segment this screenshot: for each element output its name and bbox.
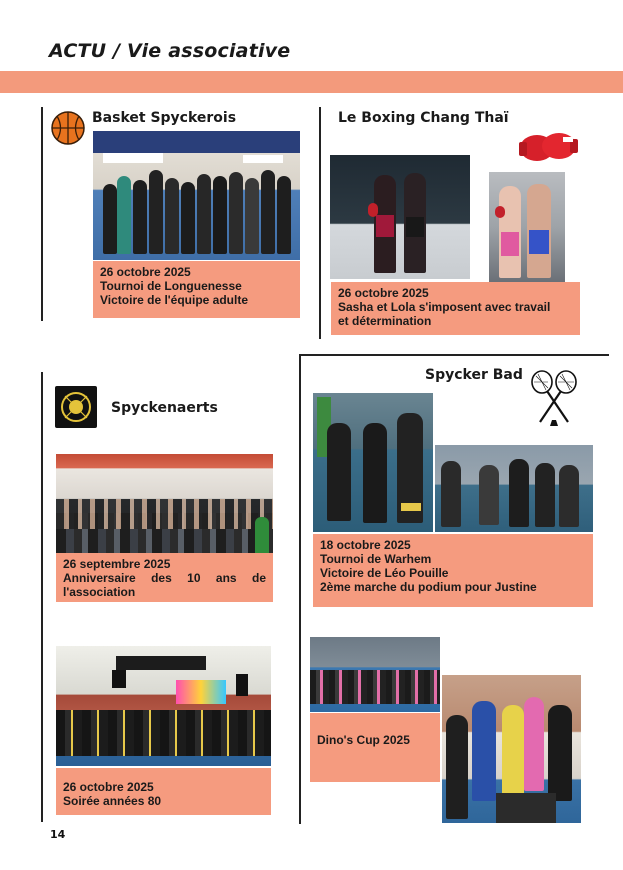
spyckenaerts-title: Spyckenaerts [111, 400, 218, 416]
basket-team-photo [93, 131, 300, 260]
boxing-photo-2 [489, 172, 565, 282]
basket-caption-date: 26 octobre 2025 [100, 265, 191, 279]
spyckenaerts-logo [55, 386, 97, 428]
anniversary-caption-date: 26 septembre 2025 [63, 557, 171, 571]
anniversary-caption-text-1: Anniversaire des 10 ans de [63, 571, 266, 585]
title-band [0, 71, 623, 93]
boxing-photo-1 [330, 155, 470, 279]
boxing-gloves-icon [517, 128, 579, 168]
warhem-caption-date: 18 octobre 2025 [320, 538, 411, 552]
dinos-cup-caption-title: Dino's Cup 2025 [317, 733, 410, 747]
warhem-caption-podium: 2ème marche du podium pour Justine [320, 580, 537, 594]
anniversary-caption-text-2: l'association [63, 585, 136, 599]
dinos-cup-group-photo [310, 637, 440, 712]
warhem-caption [313, 534, 593, 607]
boxing-caption [331, 282, 580, 335]
soiree-caption [56, 768, 271, 815]
soiree-caption-text: Soirée années 80 [63, 794, 162, 808]
basket-caption-event: Tournoi de Longuenesse [100, 279, 242, 293]
boxing-caption-date: 26 octobre 2025 [338, 286, 429, 300]
bad-title: Spycker Bad [425, 367, 523, 383]
boxing-caption-text-1: Sasha et Lola s'imposent avec travail [338, 300, 551, 314]
dinos-cup-caption [310, 713, 440, 782]
basketball-icon [50, 110, 86, 146]
basket-divider [41, 107, 43, 321]
warhem-caption-event: Tournoi de Warhem [320, 552, 432, 566]
bad-divider [299, 354, 301, 824]
basket-caption [93, 261, 300, 318]
badminton-rackets-icon [528, 370, 580, 428]
soiree-caption-date: 26 octobre 2025 [63, 780, 154, 794]
boxing-caption-text-2: et détermination [338, 314, 432, 328]
warhem-caption-winner: Victoire de Léo Pouille [320, 566, 449, 580]
dinos-cup-podium-photo [442, 675, 581, 823]
basket-title: Basket Spyckerois [92, 110, 237, 126]
soiree-80-photo [56, 646, 271, 766]
warhem-podium-photo [313, 393, 433, 532]
anniversary-caption [56, 553, 273, 602]
basket-caption-result: Victoire de l'équipe adulte [100, 293, 249, 307]
boxing-divider [319, 107, 321, 339]
spyckenaerts-divider [41, 372, 43, 822]
page-title: ACTU / Vie associative [49, 40, 291, 62]
boxing-title: Le Boxing Chang Thaï [338, 110, 509, 126]
bad-top-divider [299, 354, 609, 356]
page-number: 14 [50, 828, 66, 841]
anniversary-photo [56, 454, 273, 553]
justine-podium-photo [435, 445, 593, 532]
